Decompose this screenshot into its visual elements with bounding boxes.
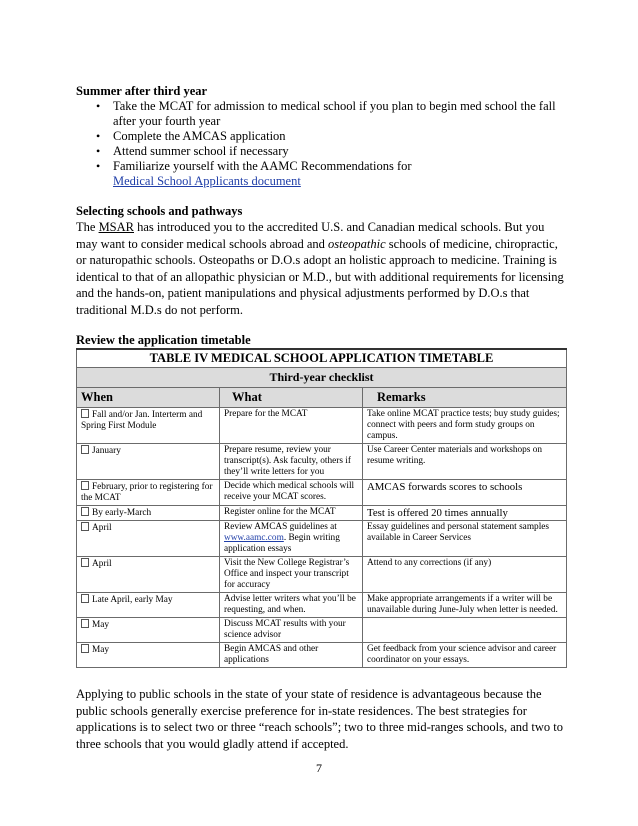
remarks-cell: Essay guidelines and personal statement samples available in Career Services: [363, 521, 567, 557]
table-row: [77, 521, 567, 557]
table-row: [77, 444, 567, 480]
list-item: • Familiarize yourself with the AAMC Recommendations for Medical School Applicants document: [96, 159, 412, 188]
table-row: [77, 593, 567, 618]
checkbox-icon: [81, 409, 89, 418]
what-cell: Decide which medical schools will receive your MCAT scores.: [220, 480, 363, 506]
remarks-cell: Use Career Center materials and workshops on resume writing.: [363, 444, 567, 480]
column-header-what: What: [220, 388, 363, 408]
table-row: [77, 557, 567, 593]
when-cell: May: [77, 643, 220, 668]
table-row: [77, 618, 567, 643]
checkbox-icon: [81, 644, 89, 653]
selecting-paragraph: The MSAR has introduced you to the accredited U.S. and Canadian medical schools. But you may want to consider medical schools abroad and osteopathic schools of medicine, chiropractic, or naturopathic schools. Osteopaths or D.O.s adopt an holistic approach to medicine. Training is identical to that of an allopathic physician or M.D., but with additional requirements for licensing and the hands-on, patient manipulations and physical adjustments performed by D.O.s that traditional M.D.s do not perform.: [76, 220, 564, 317]
checkbox-icon: [81, 507, 89, 516]
when-cell: April: [77, 557, 220, 593]
table-row: [77, 643, 567, 668]
what-cell: Visit the New College Registrar’s Office and inspect your transcript for accuracy: [220, 557, 363, 593]
aamc-website-link[interactable]: www.aamc.com: [224, 533, 284, 543]
table-row: [77, 408, 567, 444]
review-heading: Review the application timetable: [76, 333, 251, 347]
bullet-icon: •: [96, 129, 101, 143]
what-cell: Review AMCAS guidelines at www.aamc.com. Begin writing application essays: [220, 521, 363, 557]
summer-heading: Summer after third year: [76, 84, 208, 98]
when-cell: January: [77, 444, 220, 480]
when-cell: Late April, early May: [77, 593, 220, 618]
what-cell: Discuss MCAT results with your science advisor: [220, 618, 363, 643]
table-row: [77, 506, 567, 521]
remarks-cell: Get feedback from your science advisor and career coordinator on your essays.: [363, 643, 567, 668]
what-cell: Advise letter writers what you’ll be requesting, and when.: [220, 593, 363, 618]
table-row: [77, 480, 567, 506]
column-header-remarks: Remarks: [363, 388, 567, 408]
remarks-cell: Attend to any corrections (if any): [363, 557, 567, 593]
page-body: [76, 84, 566, 752]
bullet-icon: •: [96, 159, 101, 173]
checkbox-icon: [81, 594, 89, 603]
bullet-icon: •: [96, 144, 101, 158]
what-cell: Register online for the MCAT: [220, 506, 363, 521]
remarks-cell: [363, 618, 567, 643]
list-item: • Attend summer school if necessary: [96, 144, 289, 158]
what-cell: Prepare resume, review your transcript(s). Ask faculty, others if they’ll write letters for you: [220, 444, 363, 480]
remarks-cell: Take online MCAT practice tests; buy study guides; connect with peers and form study groups on campus.: [363, 408, 567, 444]
remarks-cell: Make appropriate arrangements if a writer will be unavailable during June-July when letter is needed.: [363, 593, 567, 618]
checkbox-icon: [81, 481, 89, 490]
list-item: • Take the MCAT for admission to medical school if you plan to begin med school the fall after your fourth year: [96, 99, 556, 128]
checkbox-icon: [81, 619, 89, 628]
remarks-cell: Test is offered 20 times annually: [363, 506, 567, 521]
timetable: [76, 348, 567, 668]
table-subtitle: Third-year checklist: [77, 368, 567, 388]
bullet-icon: •: [96, 99, 101, 113]
when-cell: April: [77, 521, 220, 557]
column-header-when: When: [77, 388, 220, 408]
page-number: 7: [316, 761, 322, 775]
what-cell: Begin AMCAS and other applications: [220, 643, 363, 668]
summer-list: [76, 99, 566, 189]
when-cell: February, prior to registering for the MCAT: [77, 480, 220, 506]
when-cell: By early-March: [77, 506, 220, 521]
table-title: TABLE IV MEDICAL SCHOOL APPLICATION TIMETABLE: [77, 349, 567, 368]
checkbox-icon: [81, 522, 89, 531]
checkbox-icon: [81, 445, 89, 454]
when-cell: May: [77, 618, 220, 643]
applying-paragraph: Applying to public schools in the state of your state of residence is advantageous because the public schools generally exercise preference for in-state residences. The best strategies for applications is to select two or three “reach schools”; two to three mid-ranges schools, and two to three schools that you would gladly attend if accepted.: [76, 687, 564, 751]
selecting-heading: Selecting schools and pathways: [76, 204, 243, 218]
what-cell: Prepare for the MCAT: [220, 408, 363, 444]
msar-link[interactable]: MSAR: [98, 220, 134, 234]
remarks-cell: AMCAS forwards scores to schools: [363, 480, 567, 506]
checkbox-icon: [81, 558, 89, 567]
aamc-recommendations-link[interactable]: Medical School Applicants document: [113, 174, 301, 188]
when-cell: Fall and/or Jan. Interterm and Spring First Module: [77, 408, 220, 444]
list-item: • Complete the AMCAS application: [96, 129, 286, 143]
